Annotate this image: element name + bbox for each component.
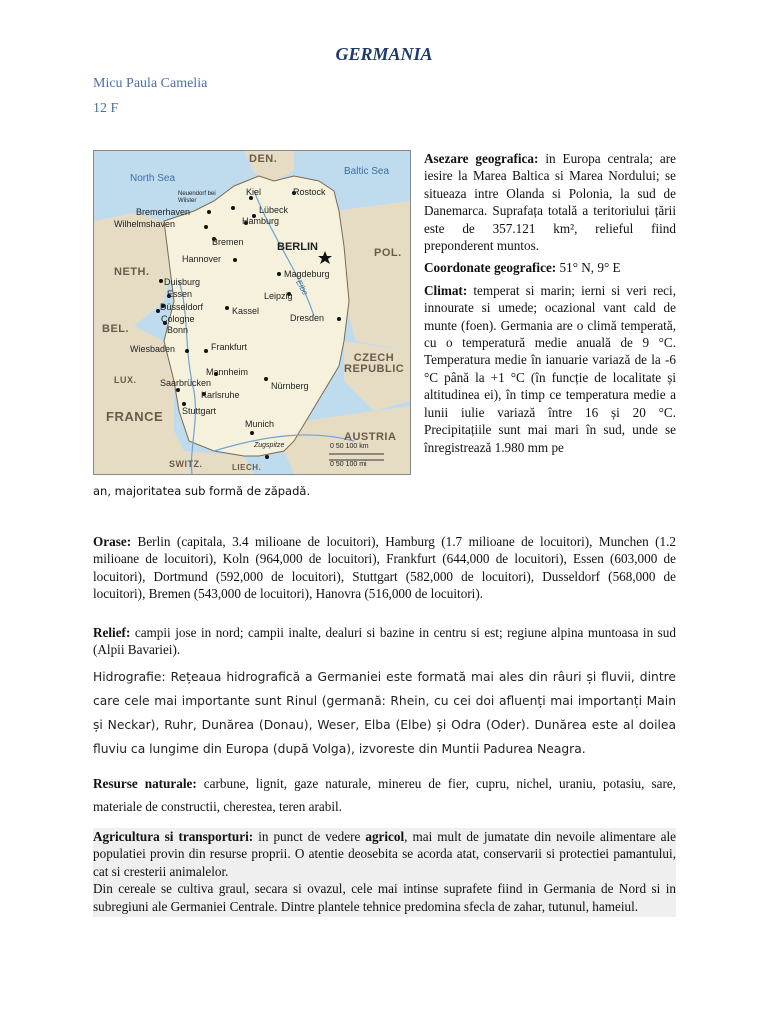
coord-text: 51° N, 9° E [556,260,621,276]
map-city-label: Rostock [293,187,326,197]
agricultura-label: Agricultura si transporturi: [93,829,254,844]
page-title: GERMANIA [335,44,433,64]
map-sea-label: Baltic Sea [344,166,390,177]
map-city-label: Saarbrücken [160,378,212,388]
coord-paragraph [424,259,676,276]
map-city-label: Duisburg [164,277,201,287]
map-city-label: Bremen [212,237,244,247]
map-city-label: Hamburg [242,216,280,226]
map-country-label: POL. [374,247,402,259]
agricultura-section [93,828,676,917]
map-country-label: FRANCE [106,409,164,424]
map-country-label: LUX. [114,375,137,385]
map-city-label: Bremerhaven [136,207,191,217]
map-country-label: CZECH REPUBLIC [344,352,405,375]
map-city-label: Neuendorf bei Wilster [178,191,216,204]
map-river-label: Elbe [294,278,310,297]
author-name: Micu Paula Camelia [93,76,208,91]
map-city-label: Zugspitze [254,442,285,449]
asezare-label: Asezare geografica: [424,151,539,166]
agricultura-text-2: , mai mult de jumatate din nevoile alimentare ale populatiei provin din resurse proprii. O atentie deosebita se acorda atat, conservarii si protectiei pamantului, cat si cresterii animalelor. [93,829,676,879]
map-city-label: Wilhelmshaven [114,219,176,229]
map-city-label: Lübeck [259,205,289,215]
orase-text: Berlin (capitala, 3.4 milioane de locuitori), Hamburg (1.7 milioane de locuitori), Munchen (1.2 milioane de locuitori), Koln (964,000 de locuitori), Frankfurt (644,000 de locuitori), Essen (603,000 de locuitori), Dortmund (592,000 de locuitori), Stuttgart (582,000 de locuitori), Dusseldorf (568,000 de locuitori), Bremen (543,000 de locuitori), Hanovra (516,000 de locuitori). [93,534,676,602]
climat-text: temperat si marin; ierni si veri reci, innourate si umede; ocazional vant cald de munte (foen). Germania are o climă temperată, cu o temperatură medie anuală de 9 °C. Temperatura medie în ianuarie variază de la -6 °C până la +1 °C (în funcție de localitate și altitudinea ei), în timp ce temperatura medie a lunii iulie variază între 16 și 20 °C. Precipitațiile sunt mai mari în sud, unde se înregistrează 1.980 mm pe [424,282,676,455]
agricultura-paragraph [93,828,676,880]
relief-text: campii jose in nord; campii inalte, dealuri si bazine in centru si est; regiune alpina muntoasa in sud (Alpii Bavariei). [93,625,676,658]
map-city-label: Dresden [290,313,325,323]
map-capital-label: BERLIN [277,241,318,253]
resurse-label: Resurse naturale: [93,776,197,791]
map-city-label: Nürnberg [271,381,309,391]
map-country-label: BEL. [102,323,130,335]
map-country-label: NETH. [114,266,150,278]
map-city-label: Mannheim [206,367,249,377]
agricultura-text-1: in punct de vedere [253,829,366,844]
map-city-label: Kiel [246,187,262,197]
map-country-label: SWITZ. [169,459,203,469]
map-city-label: Kassel [232,306,260,316]
relief-paragraph [93,624,676,659]
agricol-keyword: agricol [365,829,405,844]
hidrografie-paragraph: Hidrografie: Rețeaua hidrografică a Germaniei este formată mai ales din râuri și fluvii, dintre care cele mai importante sunt Rinul (germană: Rhein, cu cei doi afluenți mai importanți Main și Neckar), Ruhr, Dunărea (Donau), Weser, Elba (Elbe) și Odra (Oder). Dunărea este al doilea fluviu ca lungime din Europa (după Volga), izvoreste din Muntii Padurea Neagra. [93,670,676,756]
climat-label: Climat: [424,282,468,298]
map-city-label: Hannover [182,254,222,264]
orase-label: Orase: [93,534,132,549]
map-city-label: Frankfurt [211,342,248,352]
map-country-label: LIECH. [232,463,262,472]
map-city-label: Cologne [161,314,195,324]
coord-label: Coordonate geografice: [424,260,557,276]
map-country-label: DEN. [249,153,278,165]
asezare-text: in Europa centrala; are iesire la Marea Baltica si Marea Nordului; se situeaza intre Olanda si Polonia, la sud de Danemarca. Suprafața totală a teritoriului țării este de 357.121 km², relieful fiind preponderent muntos. [424,151,676,254]
map-scale-km: 0 50 100 km [330,443,369,450]
map-city-label: Leipzig [264,291,293,301]
map-city-label: Karlsruhe [201,390,240,400]
map-sea-label: North Sea [130,173,176,184]
right-column [424,150,676,461]
cereale-paragraph: Din cereale se cultiva graul, secara si ovazul, cele mai intinse suprafete fiind in Germania de Nord si in subregiuni ale Germaniei Centrale. Dintre plantele tehnice predomina sfecla de zahar, tutunul, hameiul. [93,881,676,914]
relief-label: Relief: [93,625,131,640]
climat-paragraph [424,282,676,456]
map-city-label: Wiesbaden [130,344,176,354]
orase-paragraph [93,533,676,603]
map-city-label: Bonn [167,325,189,335]
map-city-label: Essen [167,289,193,299]
germany-map [93,150,411,475]
map-country-label: AUSTRIA [344,431,397,443]
map-city-label: Stuttgart [182,406,217,416]
asezare-paragraph [424,150,676,254]
map-city-label: Munich [245,419,275,429]
map-city-label: Magdeburg [284,269,330,279]
map-city-label: Düsseldorf [160,302,204,312]
resurse-paragraph [93,772,676,818]
map-scale-mi: 0 50 100 mi [330,461,367,468]
resurse-text: carbune, lignit, gaze naturale, minereu de fier, cupru, nichel, uraniu, potasiu, sare, materiale de constructii, cherestea, teren arabil. [93,776,676,814]
climat-continuation: an, majoritatea sub formă de zăpadă. [93,484,311,498]
class-label: 12 F [93,101,119,116]
